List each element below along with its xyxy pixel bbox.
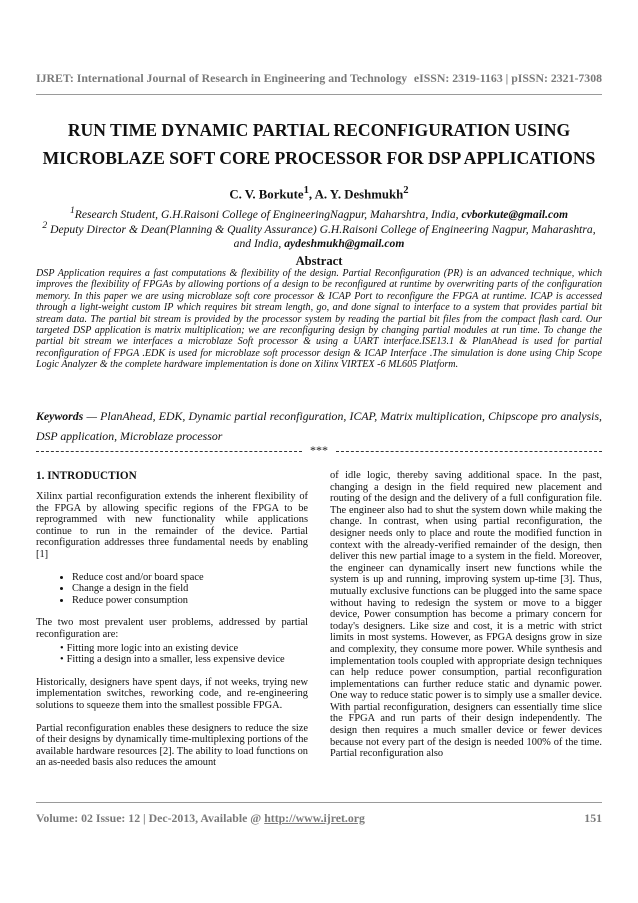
- keywords-label: Keywords: [36, 409, 84, 423]
- intro-paragraph-5: of idle logic, thereby saving additional space. In the past, changing a design in the field required new placement and routing of the design and the delivery of a full configuration file. The engineer also had to shut the system down while making the change. In contrast, when using partial reconfiguration, the designer needs only to place and route the modified function in context with the already-verified remainder of the design, then deliver this new partial image to a system in the field. Moreover, the engineer can dynamically insert new functions while the system is up and running, improving system up-time [3]. Thus, mutually exclusive functions can be plugged into the same space without having to redesign the system or move to a bigger device, Power consumption has become a primary concern for today's designers. Like size and cost, it is a metric with strict limits in most systems. However, as FPGA designs grow in size and complexity, they consume more power. While synthesis and implementation tools coupled with appropriate design techniques can help reduce power consumption, partial reconfiguration implementations can further reduce static and dynamic power. One way to reduce static power is to simply use a smaller device. With partial reconfiguration, designers can essentially time slice the FPGA and run parts of their design independently. The design then requires a much smaller device or fewer devices because not every part of the design is needed 100% of the time. Partial reconfiguration also: [330, 470, 602, 760]
- journal-name: IJRET: International Journal of Research in Engineering and Technology: [36, 71, 408, 85]
- author-2: A. Y. Deshmukh: [314, 187, 404, 202]
- page-number: 151: [584, 811, 602, 825]
- header-rule: [36, 94, 602, 95]
- benefits-list: [36, 572, 308, 607]
- right-column: [330, 470, 602, 771]
- email-2[interactable]: aydeshmukh@gmail.com: [284, 237, 405, 251]
- introduction-heading: 1. INTRODUCTION: [36, 470, 137, 482]
- footer: [36, 811, 602, 826]
- footer-link[interactable]: http://www.ijret.org: [264, 811, 365, 825]
- title-line-1: RUN TIME DYNAMIC PARTIAL RECONFIGURATION USING: [67, 120, 571, 140]
- section-divider: [36, 444, 602, 458]
- title-line-2: MICROBLAZE SOFT CORE PROCESSOR FOR DSP APPLICATIONS: [42, 148, 596, 168]
- issn: eISSN: 2319-1163 | pISSN: 2321-7308: [413, 71, 602, 85]
- list-item: • Reduce power consumption: [72, 595, 308, 607]
- list-item: • Reduce cost and/or board space: [72, 572, 308, 584]
- intro-paragraph-4: Partial reconfiguration enables these designers to reduce the size of their designs by dynamically time-multiplexing portions of the available hardware resources [2]. The ability to load functions on an as-needed basis also reduces the amount: [36, 722, 308, 769]
- intro-paragraph-2: The two most prevalent user problems, addressed by partial reconfiguration are:: [36, 617, 308, 640]
- intro-paragraph-1: Xilinx partial reconfiguration extends the inherent flexibility of the FPGA by allowing specific regions of the FPGA to be reprogrammed with new functionality while applications continue to run in the remainder of the device. Partial reconfiguration addresses three fundamental needs by enabling [1]: [36, 491, 308, 560]
- divider-dash-left: [36, 451, 302, 452]
- authors: [36, 182, 602, 203]
- affiliation-2-sup: 2: [42, 220, 48, 231]
- email-1[interactable]: cvborkute@gmail.com: [461, 207, 569, 221]
- author-1: C. V. Borkute: [229, 187, 304, 202]
- divider-stars: ***: [310, 444, 328, 457]
- abstract-text: DSP Application requires a fast computations & flexibility of the design. Partial Reconfiguration (PR) is an advanced technique, which improves the flexibility of FPGAs by allowing portions of a design to be reconfigured at runtime by overwriting parts of the configuration memory. In this paper we are using microblaze soft core processor & ICAP Port to reconfigure the FPGA at runtime. ICAP is accessed through a light-weight custom IP which requires bit stream length, go, and done signal to interface to a system that provides partial bit stream data. The partial bit stream is provided by the processor system by reading the partial bit files from the compact flash card. Our targeted DSP application is matrix multiplication; we are reconfiguring design by changing partial modules at run time. To change the partial bit stream we interfaces a microblaze Soft processor & using a UART interface.ISE13.1 & PlanAhead is used for partial reconfiguration of FPGA .EDK is used for microblaze soft processor design & ICAP Interface .The simulation is done using Chip Scope Logic Analyzer & the complete hardware implementation is done on Xilinx VIRTEX -6 ML605 Platform.: [36, 268, 602, 371]
- affiliation-2: [36, 219, 602, 252]
- paper-title: [36, 116, 602, 172]
- affiliation-2-text: Deputy Director & Dean(Planning & Quality Assurance) G.H.Raisoni College of Engineering Nagpur, Maharashtra, and India,: [47, 222, 596, 251]
- abstract-heading: Abstract: [295, 254, 343, 268]
- problems-list: [36, 643, 308, 666]
- intro-paragraph-3: Historically, designers have spent days, if not weeks, trying new implementation switches, reworking code, and re-engineering solutions to squeeze them into the smallest possible FPGA.: [36, 676, 308, 711]
- list-item: • Fitting more logic into an existing device: [60, 643, 308, 655]
- footer-rule: [36, 802, 602, 803]
- keywords: [36, 406, 602, 446]
- list-item: • Change a design in the field: [72, 583, 308, 595]
- left-column: [36, 470, 308, 780]
- author-1-sup: 1: [303, 185, 309, 196]
- affiliation-1-sup: 1: [69, 205, 75, 216]
- author-separator: ,: [308, 187, 315, 202]
- affiliation-1-text: Research Student, G.H.Raisoni College of EngineeringNagpur, Maharshtra, India,: [74, 207, 462, 221]
- list-item: • Fitting a design into a smaller, less expensive device: [60, 654, 308, 666]
- footer-volume: Volume: 02 Issue: 12 | Dec-2013, Available @: [36, 811, 265, 825]
- author-2-sup: 2: [403, 185, 409, 196]
- divider-dash-right: [336, 451, 602, 452]
- keywords-text: — PlanAhead, EDK, Dynamic partial reconfiguration, ICAP, Matrix multiplication, Chipscope pro analysis, DSP application, Microblaze processor: [36, 409, 602, 443]
